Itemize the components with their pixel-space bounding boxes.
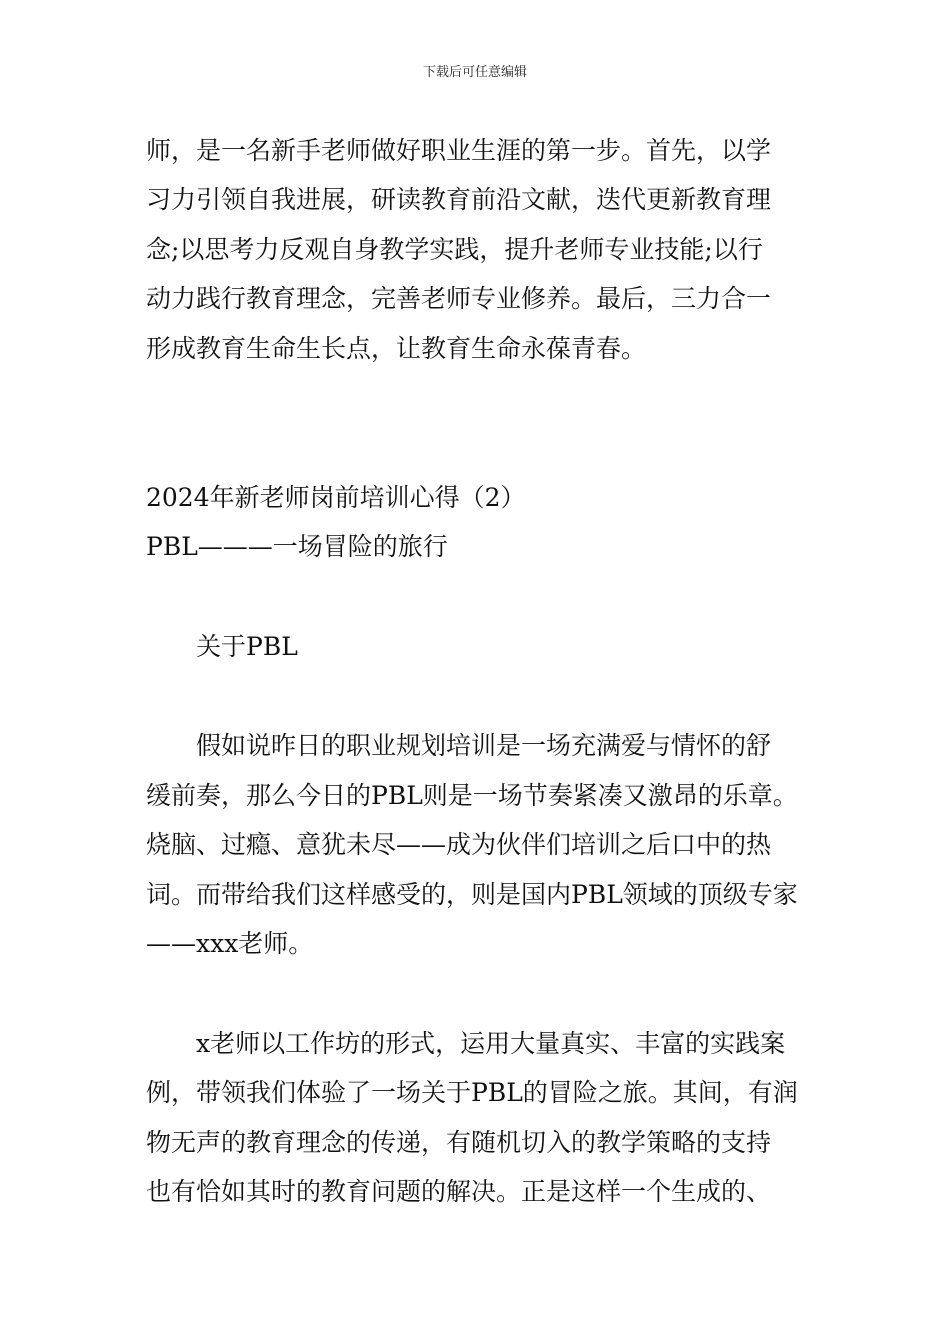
text-line: 物无声的教育理念的传递，有随机切入的教学策略的支持 xyxy=(146,1128,772,1157)
text-line: 念;以思考力反观自身教学实践，提升老师专业技能;以行 xyxy=(146,235,763,264)
text-line: x老师以工作坊的形式，运用大量真实、丰富的实践案 xyxy=(196,1029,786,1058)
text-line: 烧脑、过瘾、意犹未尽——成为伙伴们培训之后口中的热 xyxy=(146,830,772,859)
text-line: 例，带领我们体验了一场关于PBL的冒险之旅。其间，有润 xyxy=(146,1078,798,1107)
text-line: 假如说昨日的职业规划培训是一场充满爱与情怀的舒 xyxy=(196,731,772,760)
text-line: ——xxx老师。 xyxy=(146,929,314,958)
text-line: 形成教育生命生长点，让教育生命永葆青春。 xyxy=(146,334,647,363)
text-line: 缓前奏，那么今日的PBL则是一场节奏紧凑又激昂的乐章。 xyxy=(146,781,798,810)
text-line: 也有恰如其时的教育问题的解决。正是这样一个生成的、 xyxy=(146,1177,772,1206)
section-title: 2024年新老师岗前培训心得（2） xyxy=(146,483,526,512)
text-line: 师，是一名新手老师做好职业生涯的第一步。首先，以学 xyxy=(146,136,772,165)
text-line: 习力引领自我进展，研读教育前沿文献，迭代更新教育理 xyxy=(146,185,772,214)
text-line: 动力践行教育理念，完善老师专业修养。最后，三力合一 xyxy=(146,284,772,313)
section-subtitle: PBL———一场冒险的旅行 xyxy=(146,532,448,561)
page-header-note: 下载后可任意编辑 xyxy=(422,65,527,80)
text-line: 词。而带给我们这样感受的，则是国内PBL领域的顶级专家 xyxy=(146,880,798,909)
about-heading: 关于PBL xyxy=(196,632,298,661)
